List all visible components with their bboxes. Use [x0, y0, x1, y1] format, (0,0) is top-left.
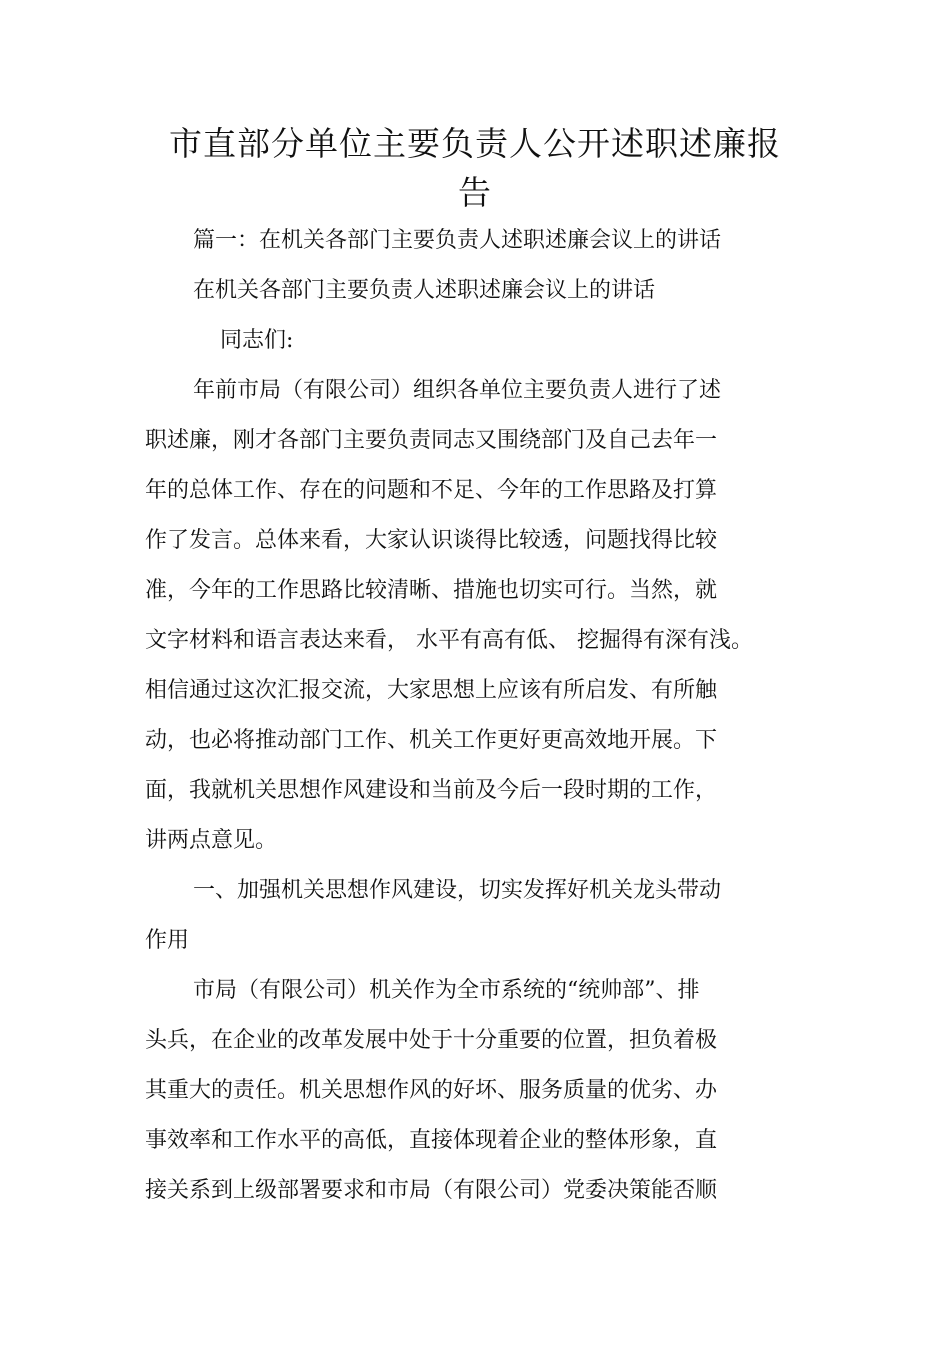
salutation: 同志们:: [220, 328, 294, 353]
paragraph-line: 头兵，在企业的改革发展中处于十分重要的位置，担负着极: [145, 1028, 718, 1053]
paragraph-line: 准，今年的工作思路比较清晰、措施也切实可行。当然，就: [145, 578, 718, 603]
paragraph-line: 文字材料和语言表达来看， 水平有高有低、 挖掘得有深有浅。: [145, 628, 753, 653]
speech-title: 在机关各部门主要负责人述职述廉会议上的讲话: [193, 278, 656, 303]
document-title-line-1: 市直部分单位主要负责人公开述职述廉报: [169, 124, 781, 163]
paragraph-line: 相信通过这次汇报交流，大家思想上应该有所启发、有所触: [145, 678, 718, 703]
paragraph-line: 事效率和工作水平的高低，直接体现着企业的整体形象，直: [145, 1128, 718, 1153]
paragraph-line: 年前市局（有限公司）组织各单位主要负责人进行了述: [193, 378, 722, 403]
paragraph-line: 动，也必将推动部门工作、机关工作更好更高效地开展。下: [145, 728, 718, 753]
paragraph-line: 市局（有限公司）机关作为全市系统的“统帅部”、排: [193, 978, 700, 1003]
paragraph-line: 年的总体工作、存在的问题和不足、今年的工作思路及打算: [145, 478, 718, 503]
document-title-line-2: 告: [458, 173, 492, 212]
paragraph-line: 其重大的责任。机关思想作风的好坏、服务质量的优劣、办: [145, 1078, 718, 1103]
paragraph-line: 面，我就机关思想作风建设和当前及今后一段时期的工作，: [145, 778, 718, 803]
section-heading: 篇一：在机关各部门主要负责人述职述廉会议上的讲话: [193, 228, 722, 253]
paragraph-line: 讲两点意见。: [145, 828, 278, 853]
paragraph-line: 职述廉，刚才各部门主要负责同志又围绕部门及自己去年一: [145, 428, 718, 453]
subsection-heading-continued: 作用: [145, 928, 190, 953]
subsection-heading: 一、加强机关思想作风建设，切实发挥好机关龙头带动: [193, 878, 722, 903]
paragraph-line: 接关系到上级部署要求和市局（有限公司）党委决策能否顺: [145, 1178, 718, 1203]
paragraph-line: 作了发言。总体来看，大家认识谈得比较透，问题找得比较: [145, 528, 718, 553]
